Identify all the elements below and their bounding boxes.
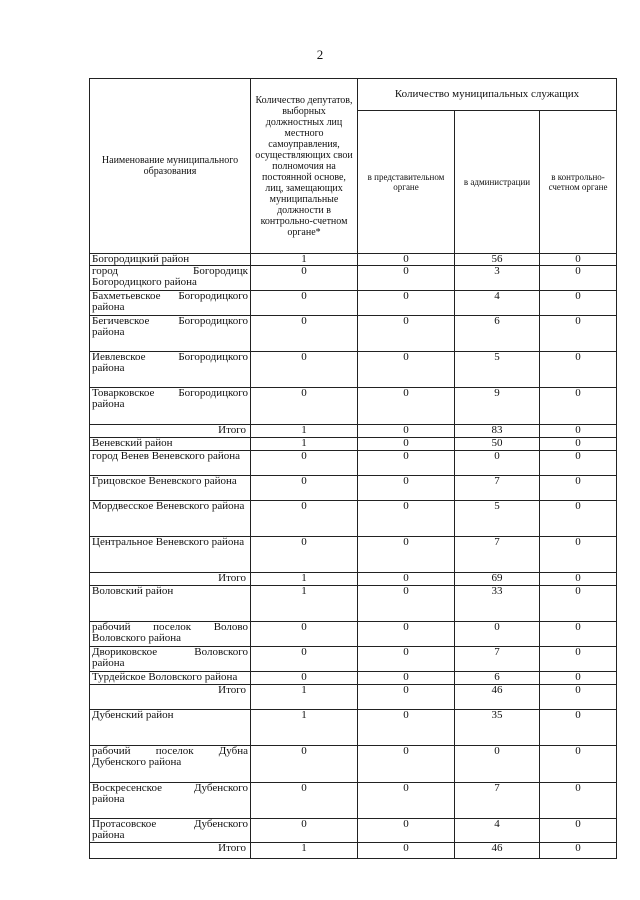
control-cell: 0 [540,586,617,622]
administration-cell: 5 [455,501,540,537]
header-servants-group: Количество муниципальных служащих [358,79,617,111]
control-cell: 0 [540,573,617,586]
table-row [90,316,617,352]
table-body [90,254,617,859]
table-row [90,783,617,819]
deputies-cell: 0 [251,451,358,476]
administration-cell: 33 [455,586,540,622]
municipality-name: Двориковское Воловского района [90,647,251,672]
representative-cell: 0 [358,451,455,476]
deputies-cell: 1 [251,685,358,710]
representative-cell: 0 [358,647,455,672]
municipality-name: Богородицкий район [90,254,251,266]
administration-cell: 56 [455,254,540,266]
total-label: Итого [90,843,251,859]
representative-cell: 0 [358,388,455,425]
control-cell: 0 [540,710,617,746]
administration-cell: 4 [455,291,540,316]
representative-cell: 0 [358,843,455,859]
administration-cell: 0 [455,746,540,783]
administration-cell: 69 [455,573,540,586]
table-row-total [90,843,617,859]
deputies-cell: 1 [251,710,358,746]
administration-cell: 7 [455,476,540,501]
representative-cell: 0 [358,352,455,388]
municipality-name: Грицовское Веневского района [90,476,251,501]
table-row [90,746,617,783]
municipality-name: Воловский район [90,586,251,622]
deputies-cell: 1 [251,254,358,266]
representative-cell: 0 [358,622,455,647]
control-cell: 0 [540,685,617,710]
table-row [90,451,617,476]
control-cell: 0 [540,746,617,783]
deputies-cell: 0 [251,501,358,537]
administration-cell: 50 [455,438,540,451]
deputies-cell: 0 [251,476,358,501]
control-cell: 0 [540,672,617,685]
administration-cell: 7 [455,537,540,573]
table-row-total [90,425,617,438]
representative-cell: 0 [358,291,455,316]
control-cell: 0 [540,843,617,859]
header-deputies: Количество депутатов, выборных должностных лиц местного самоуправления, осуществляющих свои полномочия на постоянной основе, лиц, замещающих муниципальные должности в контрольно-счетном органе* [251,79,358,254]
header-representative: в представительном органе [358,111,455,254]
table-row [90,266,617,291]
total-label: Итого [90,425,251,438]
administration-cell: 35 [455,710,540,746]
deputies-cell: 1 [251,573,358,586]
administration-cell: 3 [455,266,540,291]
municipality-name: Бахметьевское Богородицкого района [90,291,251,316]
total-label: Итого [90,685,251,710]
representative-cell: 0 [358,685,455,710]
municipality-name: Бегичевское Богородицкого района [90,316,251,352]
control-cell: 0 [540,388,617,425]
municipality-name: Протасовское Дубенского района [90,819,251,843]
representative-cell: 0 [358,501,455,537]
table-row [90,672,617,685]
control-cell: 0 [540,425,617,438]
municipality-name: Дубенский район [90,710,251,746]
deputies-cell: 1 [251,843,358,859]
representative-cell: 0 [358,425,455,438]
administration-cell: 7 [455,647,540,672]
deputies-cell: 1 [251,438,358,451]
representative-cell: 0 [358,783,455,819]
representative-cell: 0 [358,573,455,586]
municipality-name: город Венев Веневского района [90,451,251,476]
header-control: в контрольно-счетном органе [540,111,617,254]
control-cell: 0 [540,647,617,672]
table-row [90,537,617,573]
total-label: Итого [90,573,251,586]
header-administration: в администрации [455,111,540,254]
municipality-name: город Богородицк Богородицкого района [90,266,251,291]
deputies-cell: 1 [251,586,358,622]
administration-cell: 7 [455,783,540,819]
deputies-cell: 0 [251,819,358,843]
table-row [90,622,617,647]
deputies-cell: 0 [251,316,358,352]
municipality-name: Товарковское Богородицкого района [90,388,251,425]
table-row [90,438,617,451]
municipality-name: рабочий поселок Дубна Дубенского района [90,746,251,783]
representative-cell: 0 [358,438,455,451]
administration-cell: 0 [455,451,540,476]
control-cell: 0 [540,438,617,451]
control-cell: 0 [540,254,617,266]
deputies-cell: 0 [251,746,358,783]
table-row [90,586,617,622]
administration-cell: 9 [455,388,540,425]
municipality-name: Воскресенское Дубенского района [90,783,251,819]
municipality-name: Веневский район [90,438,251,451]
municipality-name: рабочий поселок Волово Воловского района [90,622,251,647]
administration-cell: 4 [455,819,540,843]
representative-cell: 0 [358,819,455,843]
municipality-name: Иевлевское Богородицкого района [90,352,251,388]
deputies-cell: 0 [251,266,358,291]
representative-cell: 0 [358,586,455,622]
table-row-total [90,685,617,710]
control-cell: 0 [540,783,617,819]
table-row [90,254,617,266]
representative-cell: 0 [358,266,455,291]
municipality-name: Мордвесское Веневского района [90,501,251,537]
representative-cell: 0 [358,316,455,352]
administration-cell: 5 [455,352,540,388]
deputies-cell: 0 [251,672,358,685]
page-number: 2 [316,47,324,62]
administration-cell: 46 [455,843,540,859]
deputies-cell: 0 [251,783,358,819]
administration-cell: 6 [455,316,540,352]
control-cell: 0 [540,316,617,352]
administration-cell: 6 [455,672,540,685]
table-row [90,819,617,843]
control-cell: 0 [540,501,617,537]
representative-cell: 0 [358,476,455,501]
municipality-name: Турдейское Воловского района [90,672,251,685]
table-row-total [90,573,617,586]
table-row [90,388,617,425]
municipality-name: Центральное Веневского района [90,537,251,573]
deputies-cell: 0 [251,291,358,316]
representative-cell: 0 [358,672,455,685]
table-row [90,476,617,501]
table-row [90,710,617,746]
representative-cell: 0 [358,537,455,573]
control-cell: 0 [540,537,617,573]
deputies-cell: 0 [251,622,358,647]
control-cell: 0 [540,291,617,316]
control-cell: 0 [540,476,617,501]
control-cell: 0 [540,451,617,476]
deputies-cell: 0 [251,388,358,425]
header-name: Наименование муниципального образования [90,79,251,254]
representative-cell: 0 [358,746,455,783]
administration-cell: 0 [455,622,540,647]
deputies-cell: 0 [251,537,358,573]
representative-cell: 0 [358,710,455,746]
deputies-cell: 0 [251,647,358,672]
administration-cell: 83 [455,425,540,438]
control-cell: 0 [540,622,617,647]
table-row [90,501,617,537]
table-row [90,291,617,316]
municipal-staff-table [89,78,617,859]
deputies-cell: 1 [251,425,358,438]
control-cell: 0 [540,819,617,843]
deputies-cell: 0 [251,352,358,388]
control-cell: 0 [540,266,617,291]
table-row [90,352,617,388]
control-cell: 0 [540,352,617,388]
table-row [90,647,617,672]
representative-cell: 0 [358,254,455,266]
administration-cell: 46 [455,685,540,710]
